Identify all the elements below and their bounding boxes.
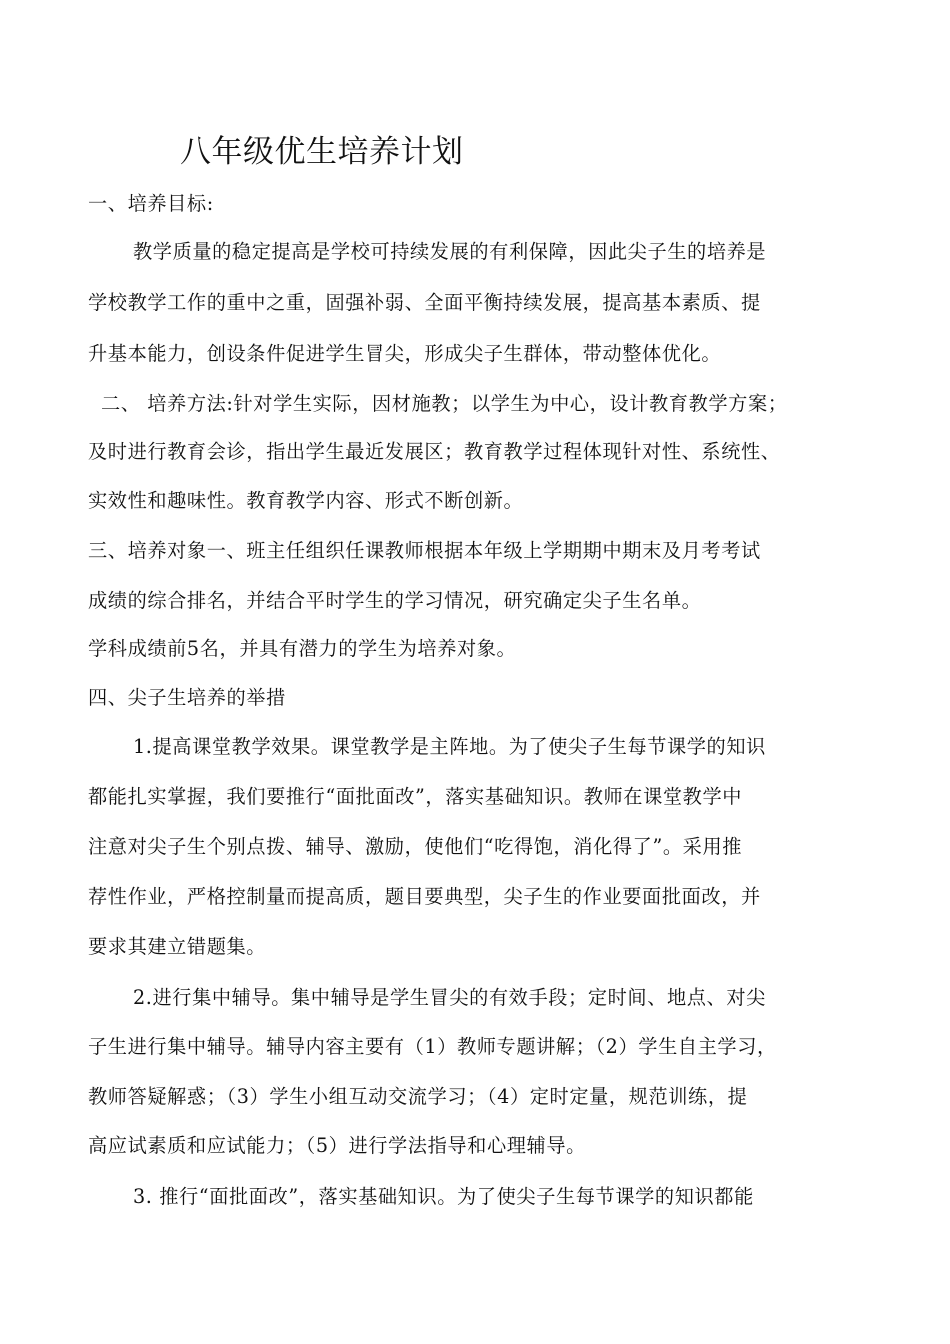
measure-1-line-4: 荐性作业，严格控制量而提高质，题目要典型，尖子生的作业要面批面改，并: [88, 885, 761, 908]
measure-1-line-2: 都能扎实掌握，我们要推行“面批面改”，落实基础知识。教师在课堂教学中: [88, 785, 743, 808]
paragraph-line-1: 教学质量的稳定提高是学校可持续发展的有利保障，因此尖子生的培养是: [133, 240, 767, 263]
section-heading-1: 一、培养目标:: [88, 192, 214, 215]
measure-1-line-1: 1.提高课堂教学效果。课堂教学是主阵地。为了使尖子生每节课学的知识: [133, 735, 766, 758]
paragraph-line-7: 学科成绩前5名，并具有潜力的学生为培养对象。: [88, 637, 517, 660]
paragraph-line-3: 升基本能力，创设条件促进学生冒尖，形成尖子生群体，带动整体优化。: [88, 342, 722, 365]
measure-2-line-1: 2.进行集中辅导。集中辅导是学生冒尖的有效手段；定时间、地点、对尖: [133, 986, 766, 1009]
measure-3-line-1: 3. 推行“面批面改”，落实基础知识。为了使尖子生每节课学的知识都能: [133, 1185, 754, 1208]
measure-1-line-5: 要求其建立错题集。: [88, 935, 267, 958]
measure-1-line-3: 注意对尖子生个别点拨、辅导、激励，使他们“吃得饱，消化得了”。采用推: [88, 835, 743, 858]
section-heading-4: 四、尖子生培养的举措: [88, 686, 286, 709]
measure-2-line-3: 教师答疑解惑；（3）学生小组互动交流学习；（4）定时定量，规范训练，提: [88, 1085, 748, 1108]
document-title: 八年级优生培养计划: [180, 134, 464, 170]
paragraph-line-2: 学校教学工作的重中之重，固强补弱、全面平衡持续发展，提高基本素质、提: [88, 291, 761, 314]
section-heading-3: 三、培养对象一、班主任组织任课教师根据本年级上学期期中期末及月考考试: [88, 539, 761, 562]
measure-2-line-2: 子生进行集中辅导。辅导内容主要有（1）教师专题讲解；（2）学生自主学习，: [88, 1035, 777, 1058]
paragraph-line-5: 实效性和趣味性。教育教学内容、形式不断创新。: [88, 489, 524, 512]
paragraph-line-6: 成绩的综合排名，并结合平时学生的学习情况，研究确定尖子生名单。: [88, 589, 702, 612]
measure-2-line-4: 高应试素质和应试能力；（5）进行学法指导和心理辅导。: [88, 1134, 586, 1157]
section-heading-2: 二、 培养方法:针对学生实际，因材施教；以学生为中心，设计教育教学方案；: [101, 392, 788, 415]
paragraph-line-4: 及时进行教育会诊，指出学生最近发展区；教育教学过程体现针对性、系统性、: [88, 440, 781, 463]
